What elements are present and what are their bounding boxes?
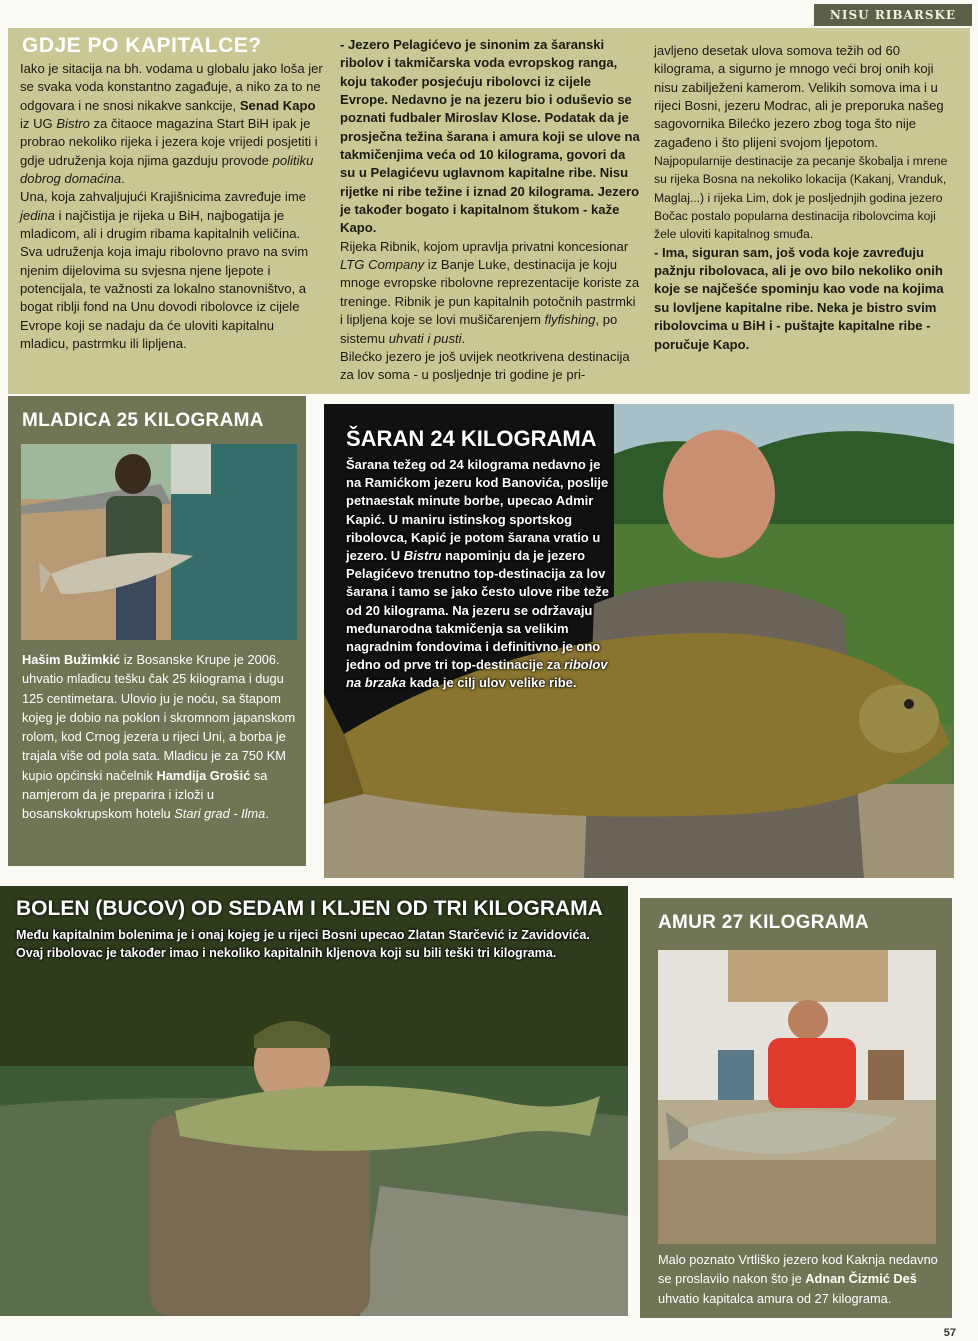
page-number: 57 [943, 1327, 956, 1339]
col2-paragraph-1: - Jezero Pelagićevo je sinonim za šaranski ribolov i takmičarska voda evropskog ranga, koju također posjećuju ribolovci iz cijele Evrope. Nedavno je na jezeru bio i oduševio se poznati fudbaler Miroslav Klose. Podatak da je prosječna težina šarana i amura koji se ulove na takmičenjima veća od 10 kilograma, govori da su u Pelagićevu uglavnom kapitalne ribe. Nisu rijetke ni ribe težine i iznad 20 kilograma. Jezero je također bogato i kapitalnom štukom - kaže Kapo. [340, 37, 640, 236]
amur-caption: Malo poznato Vrtliško jezero kod Kaknja nedavno se proslavilo nakon što je Adnan Čizmić Deš uhvatio kapitalca amura od 27 kilograma. [658, 1252, 938, 1306]
col2-paragraph-3: Bilećko jezero je još uvijek neotkrivena destinacija za lov soma - u posljednje tri godine je pri- [340, 348, 630, 383]
article-column-1 [20, 60, 326, 354]
amur-photo-art [658, 950, 936, 1244]
saran-overlay [346, 426, 616, 693]
mladica-title: MLADICA 25 KILOGRAMA [22, 410, 264, 431]
bolen-photo [0, 886, 628, 1316]
bolen-text: Među kapitalnim bolenima je i onaj kojeg je u rijeci Bosni upecao Zlatan Starčević iz Zavidovića. Ovaj ribolovac je također imao i nekoliko kapitalnih kljenova koji su bili teški tri kilograma. [16, 928, 590, 961]
article-band [8, 28, 970, 394]
saran-photo [324, 404, 954, 878]
mladica-photo [21, 444, 297, 640]
article-title: GDJE PO KAPITALCE? [22, 34, 262, 57]
amur-card [640, 898, 952, 1318]
saran-title: ŠARAN 24 KILOGRAMA [346, 426, 597, 451]
col1-paragraph-2: Una, koja zahvaljujući Krajišnicima zavređuje ime jedina i najčistija je rijeka u BiH, najbogatija je mladicom, ali i drugim ribama kapitalnih veličina. Sva udruženja koja imaju ribolovno pravo na svim njenim dijelovima su svjesna njene ljepote i potencijala, te važnosti za lokalno stanovništvo, a bogat riblji fond na Unu dovodi ribolovce iz cijele Evrope koji se nadaju da će uloviti kapitalnu mladicu, pastrmku ili lipljena. [20, 189, 309, 352]
amur-photo [658, 950, 936, 1244]
article-column-3 [654, 42, 958, 354]
amur-title: AMUR 27 KILOGRAMA [658, 912, 869, 933]
mladica-card [8, 396, 306, 866]
article-column-2 [340, 36, 640, 385]
col3-paragraph-2: Najpopularnije destinacije za pecanje škobalja i mrene su rijeka Bosna na nekoliko lokacija (Kakanj, Vranduk, Maglaj...) i rijeka Lim, dok je posljednjih godina jezero Bočac postalo popularna destinacija ribolovcima koji žele uloviti kapitalnog smuđa. [654, 154, 948, 242]
saran-text: Šarana težeg od 24 kilograma nedavno je na Ramićkom jezeru kod Banovića, poslije petnaestak minute borbe, upecao Admir Kapić. U maniru istinskog sportskog ribolovca, Kapić je potom šarana vratio u jezero. U Bistru napominju da je jezero Pelagićevo trenutno top-destinacija za lov šarana i tamo se jako često ulove ribe teže od 20 kilograma. Na jezeru se održavaju međunarodna takmičenja sa velikim nagradnim fondovima i definitivno je ono jedno od prve tri top-destinacije za ribolov na brzaka kada je cilj ulov velike ribe. [346, 457, 610, 691]
mladica-photo-art [21, 444, 297, 640]
section-tag: NISU RIBARSKE [814, 4, 972, 26]
bolen-title: BOLEN (BUCOV) OD SEDAM I KLJEN OD TRI KILOGRAMA [16, 897, 603, 920]
col1-paragraph-1: Iako je sitacija na bh. vodama u globalu jako loša jer se svaka voda konstantno zagađuje, a niko za to ne odgovara i ne snosi nikakve sankcije, Senad Kapo iz UG Bistro za čitaoce magazina Start BiH ipak je probrao nekoliko rijeka i jezera koje vrijedi posjetiti i gdje udruženja koja njima gazduju provode politiku dobrog domaćina. [20, 61, 323, 187]
bolen-overlay [16, 896, 616, 962]
col2-paragraph-2: Rijeka Ribnik, kojom upravlja privatni koncesionar LTG Company iz Banje Luke, destinacija je koju mnoge evropske ribolovne reprezentacije koriste za treninge. Ribnik je pun kapitalnih potočnih pastrmki i lipljena koje se lovi mušičarenjem flyfishing, po sistemu uhvati i pusti. [340, 238, 640, 346]
article-title-wrap [22, 34, 262, 58]
col3-paragraph-1: javljeno desetak ulova somova težih od 60 kilograma, a sigurno je mnogo veći broj onih koji nisu zabilježeni kamerom. Velikih somova ima i u rijeci Bosni, jezeru Modrac, ali je preporuka našeg sagovornika Bilećko jezero zbog toga što nije zagađeno i što plijeni svojom ljepotom. [654, 43, 944, 150]
col3-paragraph-3: - Ima, siguran sam, još voda koje zavređuju pažnju ribolovaca, ali je ovo bilo nekoliko onih koje se najčešće spominju kao vode na kojima su lovljene kapitalne ribe. Neka je bistro svim ribolovcima u BiH i - puštajte kapitalne ribe - poručuje Kapo. [654, 244, 944, 352]
mladica-caption: Hašim Bužimkić iz Bosanske Krupe je 2006. uhvatio mladicu tešku čak 25 kilograma i dugu 125 centimetara. Ulovio ju je noću, sa štapom kojeg je dobio na poklon i skromnom japanskom rolom, kod Crnog jezera u rijeci Uni, a borba je trajala više od pola sata. Mladicu je za 750 KM kupio općinski načelnik Hamdija Grošić sa namjerom da je preparira i izloži u bosanskokrupskom hotelu Stari grad - Ilma. [22, 652, 296, 822]
